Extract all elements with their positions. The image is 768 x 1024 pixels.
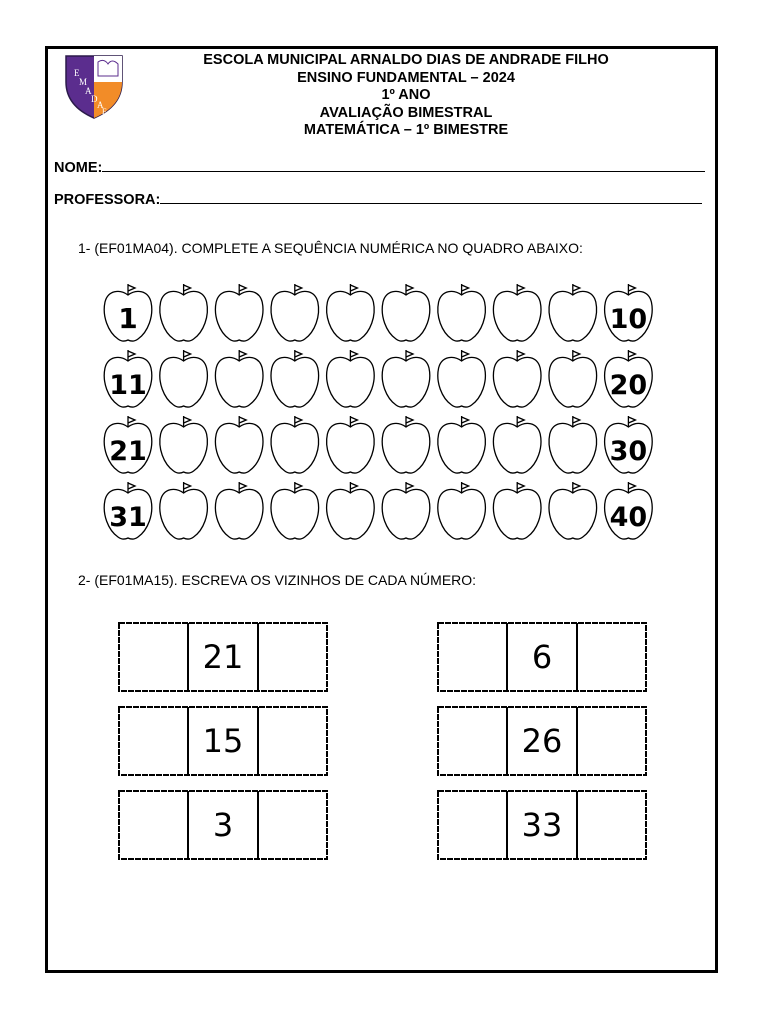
logo-letter: E <box>74 68 80 78</box>
neighbor-number: 21 <box>202 638 244 676</box>
apple-cell[interactable] <box>549 350 597 407</box>
apple-cell <box>605 284 653 341</box>
neighbor-box <box>437 706 647 776</box>
neighbor-box <box>118 706 328 776</box>
apple-number: 11 <box>109 370 147 401</box>
apple-cell[interactable] <box>271 350 319 407</box>
apple-cell[interactable] <box>215 482 263 539</box>
apple-cell <box>104 482 152 539</box>
neighbor-box <box>437 622 647 692</box>
apple-cell[interactable] <box>549 416 597 473</box>
apple-cell[interactable] <box>271 284 319 341</box>
predecessor-blank[interactable] <box>118 622 188 692</box>
apple-cell <box>605 350 653 407</box>
svg-text:D: D <box>91 94 98 104</box>
neighbor-number: 33 <box>521 806 563 844</box>
svg-text:A: A <box>85 86 92 96</box>
teacher-line[interactable] <box>160 190 702 204</box>
name-line[interactable] <box>102 158 705 172</box>
name-field[interactable] <box>54 158 705 176</box>
education-level: ENSINO FUNDAMENTAL – 2024 <box>297 69 515 86</box>
apple-cell[interactable] <box>438 416 486 473</box>
apple-cell <box>104 350 152 407</box>
apple-number: 1 <box>118 302 138 335</box>
apple-cell[interactable] <box>271 416 319 473</box>
apple-number: 31 <box>109 502 147 533</box>
apple-number: 10 <box>609 304 648 335</box>
successor-blank[interactable] <box>258 790 328 860</box>
neighbor-box <box>118 790 328 860</box>
apple-sequence-grid <box>100 280 660 555</box>
apple-cell <box>605 482 653 539</box>
predecessor-blank[interactable] <box>118 706 188 776</box>
successor-blank[interactable] <box>577 706 647 776</box>
apple-number: 40 <box>609 502 648 533</box>
apple-cell[interactable] <box>327 350 375 407</box>
school-name: ESCOLA MUNICIPAL ARNALDO DIAS DE ANDRADE FILHO <box>203 52 609 68</box>
apple-cell[interactable] <box>327 284 375 341</box>
apple-cell[interactable] <box>160 350 208 407</box>
question-1-text: 1- (EF01MA04). COMPLETE A SEQUÊNCIA NUMÉRICA NO QUADRO ABAIXO: <box>78 240 583 256</box>
apple-cell[interactable] <box>549 284 597 341</box>
apple-cell[interactable] <box>215 284 263 341</box>
apple-number: 21 <box>109 436 147 467</box>
apple-cell[interactable] <box>382 416 430 473</box>
svg-text:M: M <box>79 77 88 87</box>
apple-number: 20 <box>609 370 648 401</box>
apple-cell[interactable] <box>382 350 430 407</box>
apple-cell <box>104 284 152 341</box>
apple-cell[interactable] <box>493 350 541 407</box>
neighbor-number: 3 <box>212 806 234 844</box>
apple-cell[interactable] <box>493 416 541 473</box>
apple-cell[interactable] <box>382 284 430 341</box>
neighbor-box <box>118 622 328 692</box>
apple-cell[interactable] <box>549 482 597 539</box>
successor-blank[interactable] <box>258 706 328 776</box>
apple-cell[interactable] <box>215 416 263 473</box>
apple-cell[interactable] <box>493 284 541 341</box>
apple-cell[interactable] <box>160 482 208 539</box>
apple-cell[interactable] <box>327 482 375 539</box>
question-2-text: 2- (EF01MA15). ESCREVA OS VIZINHOS DE CADA NÚMERO: <box>78 572 477 588</box>
apple-cell[interactable] <box>438 284 486 341</box>
apple-cell[interactable] <box>327 416 375 473</box>
apple-number: 30 <box>609 436 648 467</box>
exam-title: AVALIAÇÃO BIMESTRAL <box>319 104 493 121</box>
school-logo <box>60 52 128 120</box>
neighbor-number: 26 <box>521 722 563 760</box>
apple-cell[interactable] <box>438 482 486 539</box>
svg-text:F: F <box>102 107 107 116</box>
predecessor-blank[interactable] <box>118 790 188 860</box>
apple-cell[interactable] <box>160 284 208 341</box>
svg-text:A: A <box>97 100 104 110</box>
teacher-field[interactable] <box>54 190 702 208</box>
apple-cell <box>104 416 152 473</box>
subject: MATEMÁTICA – 1º BIMESTRE <box>303 122 509 138</box>
successor-blank[interactable] <box>577 790 647 860</box>
apple-cell[interactable] <box>215 350 263 407</box>
apple-cell[interactable] <box>438 350 486 407</box>
name-label: NOME: <box>54 160 103 176</box>
successor-blank[interactable] <box>258 622 328 692</box>
predecessor-blank[interactable] <box>437 622 507 692</box>
successor-blank[interactable] <box>577 622 647 692</box>
header <box>130 52 682 140</box>
neighbor-number: 6 <box>531 638 553 676</box>
apple-cell[interactable] <box>271 482 319 539</box>
apple-cell[interactable] <box>493 482 541 539</box>
teacher-label: PROFESSORA: <box>54 192 161 208</box>
apple-cell <box>605 416 653 473</box>
predecessor-blank[interactable] <box>437 706 507 776</box>
neighbor-box <box>437 790 647 860</box>
predecessor-blank[interactable] <box>437 790 507 860</box>
apple-cell[interactable] <box>382 482 430 539</box>
grade: 1º ANO <box>381 87 431 103</box>
apple-cell[interactable] <box>160 416 208 473</box>
neighbor-number: 15 <box>202 722 244 760</box>
